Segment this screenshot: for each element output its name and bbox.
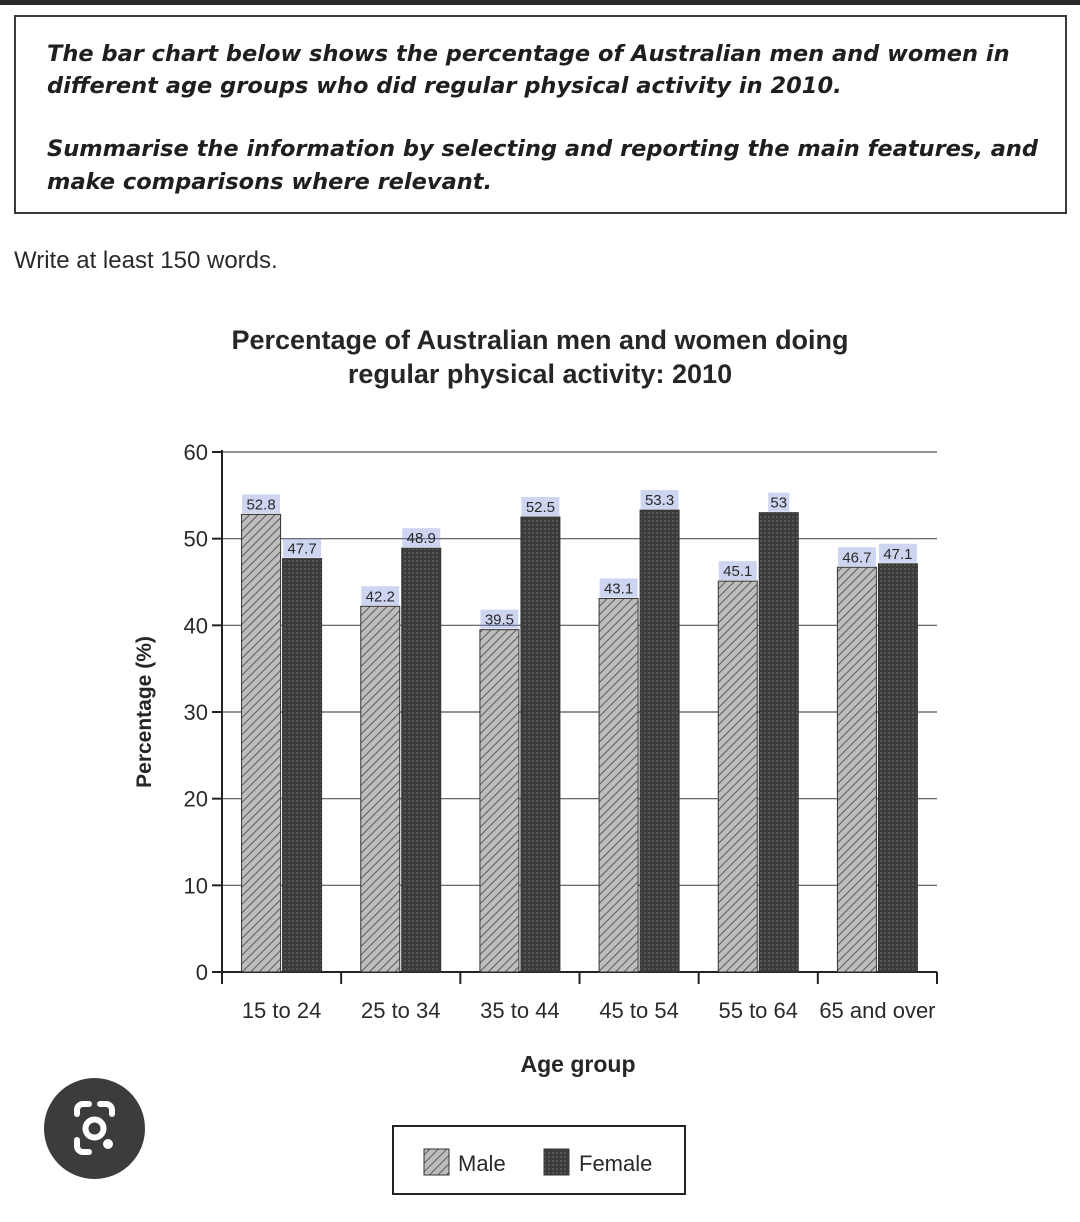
- male-bar: [718, 581, 757, 972]
- female-bar: [521, 517, 560, 972]
- x-axis-label: Age group: [520, 1051, 636, 1077]
- legend-swatch-female: [544, 1149, 569, 1175]
- x-tick-label: 15 to 24: [241, 998, 322, 1023]
- data-label: 52.8: [246, 496, 276, 514]
- y-tick-label: 50: [183, 526, 208, 552]
- male-bar: [361, 606, 400, 972]
- data-label: 45.1: [723, 563, 753, 581]
- x-tick-label: 35 to 44: [480, 998, 560, 1023]
- data-label: 42.2: [365, 588, 395, 606]
- female-bar: [402, 548, 441, 972]
- google-lens-icon: [44, 1078, 145, 1179]
- y-tick-label: 10: [183, 873, 208, 899]
- data-label: 47.7: [287, 540, 317, 558]
- data-label: 53.3: [644, 492, 675, 510]
- female-bar: [759, 513, 798, 972]
- legend-label-female: Female: [579, 1151, 653, 1176]
- word-count-instruction: Write at least 150 words.: [14, 247, 278, 274]
- x-tick-label: 55 to 64: [718, 998, 799, 1023]
- male-bar: [242, 514, 281, 972]
- male-bar: [837, 567, 876, 972]
- data-label: 39.5: [484, 611, 515, 629]
- chart-subtitle: regular physical activity: 2010: [347, 359, 733, 389]
- chart-title: Percentage of Australian men and women doing: [231, 325, 849, 355]
- data-label: 46.7: [842, 549, 872, 567]
- task-line: The bar chart below shows the percentage of Australian men and women in: [47, 41, 1010, 67]
- x-tick-label: 45 to 54: [599, 998, 679, 1023]
- data-label: 53: [770, 494, 788, 512]
- data-label: 48.9: [406, 530, 436, 548]
- x-tick-label: 65 and over: [819, 998, 936, 1023]
- female-bar: [283, 559, 322, 972]
- data-label: 47.1: [883, 545, 913, 563]
- y-axis-label: Percentage (%): [133, 636, 156, 788]
- female-bar: [640, 510, 679, 972]
- y-tick-label: 0: [195, 960, 208, 985]
- task-line: make comparisons where relevant.: [47, 169, 493, 195]
- male-bar: [599, 598, 638, 972]
- legend-swatch-male: [424, 1149, 449, 1175]
- y-tick-label: 40: [183, 613, 208, 639]
- y-tick-label: 30: [183, 700, 208, 725]
- female-bar: [878, 564, 917, 972]
- y-tick-label: 20: [183, 786, 208, 812]
- task-line: different age groups who did regular physical activity in 2010.: [47, 73, 842, 99]
- y-tick-label: 60: [183, 440, 208, 465]
- task-line: Summarise the information by selecting and reporting the main features, and: [47, 136, 1039, 162]
- x-tick-label: 25 to 34: [360, 998, 441, 1023]
- data-label: 52.5: [525, 499, 556, 516]
- legend-label-male: Male: [458, 1151, 506, 1176]
- google-lens-button[interactable]: [44, 1078, 145, 1179]
- male-bar: [480, 630, 519, 972]
- data-label: 43.1: [603, 580, 634, 598]
